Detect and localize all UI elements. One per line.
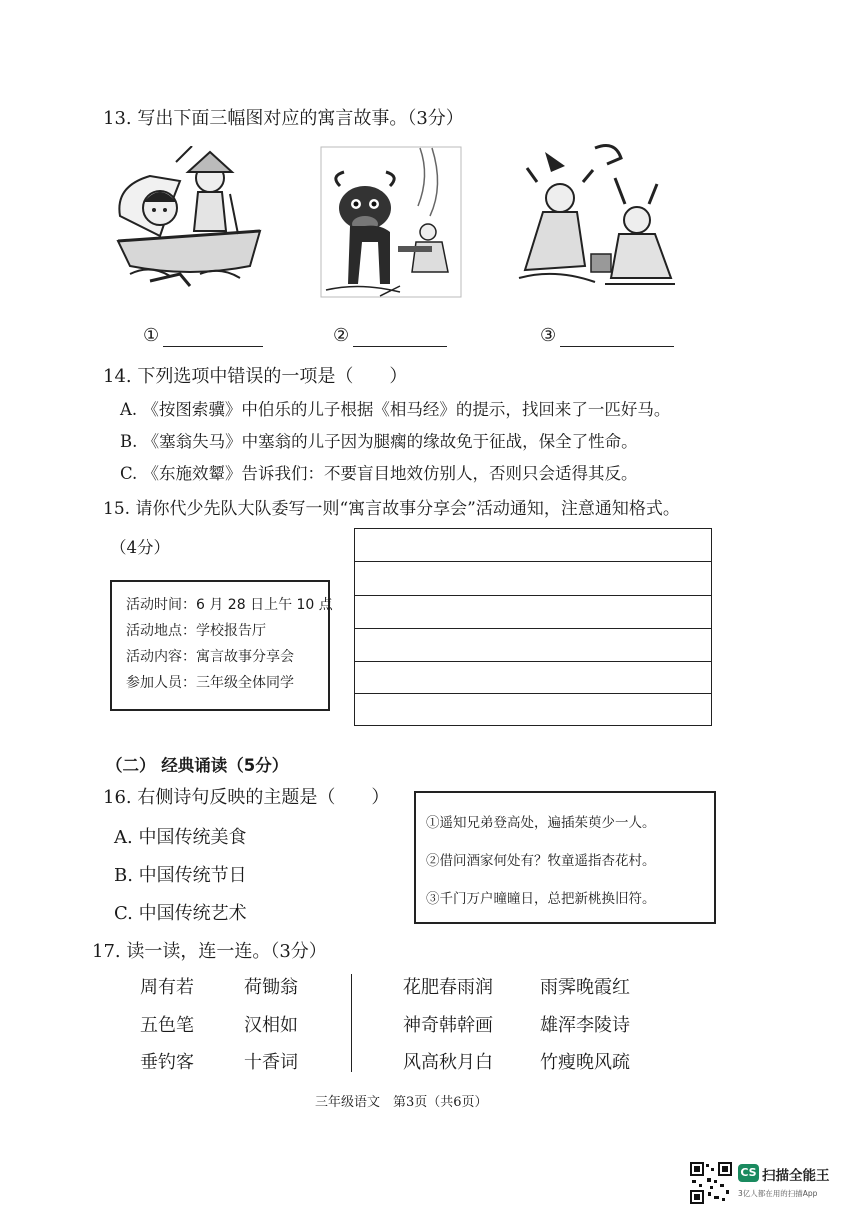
q16-option-b[interactable]: B. 中国传统节日 <box>114 865 247 886</box>
match-right-b-1[interactable]: 雨霁晚霞红 <box>540 977 630 998</box>
notice-time: 活动时间：6 月 28 日上午 10 点 <box>126 597 333 613</box>
writing-line <box>355 693 711 694</box>
camscanner-tagline: 3亿人都在用的扫描App <box>738 1189 818 1198</box>
match-right-2[interactable]: 神奇韩幹画 <box>403 1015 493 1036</box>
section-2-heading: （二） 经典诵读（5分） <box>106 756 289 775</box>
poem-line-1: ①遥知兄弟登高处，遍插茱萸少一人。 <box>426 815 656 831</box>
notice-info-box <box>110 580 333 711</box>
qr-code-icon <box>690 1162 732 1204</box>
notice-place: 活动地点：学校报告厅 <box>126 623 266 639</box>
q14-option-c[interactable]: C. 《东施效颦》告诉我们：不要盲目地效仿别人，否则只会适得其反。 <box>120 464 638 483</box>
match-right-1[interactable]: 花肥春雨润 <box>403 977 493 998</box>
answer-blank-1[interactable] <box>163 346 263 347</box>
match-left-b-3[interactable]: 十香词 <box>244 1052 298 1073</box>
writing-line <box>355 661 711 662</box>
crossbow-picture <box>515 138 685 288</box>
answer-blank-2[interactable] <box>353 346 447 347</box>
q15-score: （4分） <box>110 538 170 557</box>
poem-line-3: ③千门万户曈曈日，总把新桃换旧符。 <box>426 891 656 907</box>
column-divider <box>351 974 352 1072</box>
camscanner-brand: 扫描全能王 <box>762 1168 830 1184</box>
match-right-3[interactable]: 风高秋月白 <box>403 1052 493 1073</box>
match-left-b-1[interactable]: 荷锄翁 <box>244 977 298 998</box>
blank-3-marker: ③ <box>540 325 557 346</box>
q17-title: 17. 读一读，连一连。（3分） <box>92 941 327 962</box>
match-right-b-3[interactable]: 竹瘦晚风疏 <box>540 1052 630 1073</box>
match-left-3[interactable]: 垂钓客 <box>140 1052 194 1073</box>
q13-title: 13. 写出下面三幅图对应的寓言故事。（3分） <box>103 108 464 129</box>
match-right-b-2[interactable]: 雄浑李陵诗 <box>540 1015 630 1036</box>
notice-participants: 参加人员：三年级全体同学 <box>126 675 294 691</box>
boat-picture <box>110 146 270 291</box>
q16-option-a[interactable]: A. 中国传统美食 <box>114 827 247 848</box>
writing-line <box>355 561 711 562</box>
camscanner-logo: CS <box>738 1164 759 1182</box>
ox-picture <box>320 146 462 298</box>
writing-line <box>355 595 711 596</box>
notice-content: 活动内容：寓言故事分享会 <box>126 649 294 665</box>
answer-blank-3[interactable] <box>560 346 674 347</box>
q16-title: 16. 右侧诗句反映的主题是（ ） <box>103 787 390 808</box>
page-footer: 三年级语文 第3页（共6页） <box>315 1095 488 1110</box>
match-left-2[interactable]: 五色笔 <box>140 1015 194 1036</box>
q15-title: 15. 请你代少先队大队委写一则“寓言故事分享会”活动通知，注意通知格式。 <box>103 499 680 519</box>
q14-title: 14. 下列选项中错误的一项是（ ） <box>103 366 408 387</box>
notice-writing-area[interactable] <box>354 528 712 726</box>
q14-option-a[interactable]: A. 《按图索骥》中伯乐的儿子根据《相马经》的提示，找回来了一匹好马。 <box>120 400 671 419</box>
writing-line <box>355 628 711 629</box>
q14-option-b[interactable]: B. 《塞翁失马》中塞翁的儿子因为腿瘸的缘故免于征战，保全了性命。 <box>120 432 638 451</box>
match-left-b-2[interactable]: 汉相如 <box>244 1015 298 1036</box>
blank-1-marker: ① <box>143 325 160 346</box>
blank-2-marker: ② <box>333 325 350 346</box>
match-left-1[interactable]: 周有若 <box>140 977 194 998</box>
poem-line-2: ②借问酒家何处有？牧童遥指杏花村。 <box>426 853 656 869</box>
q16-option-c[interactable]: C. 中国传统艺术 <box>114 903 247 924</box>
poem-box <box>414 791 716 924</box>
